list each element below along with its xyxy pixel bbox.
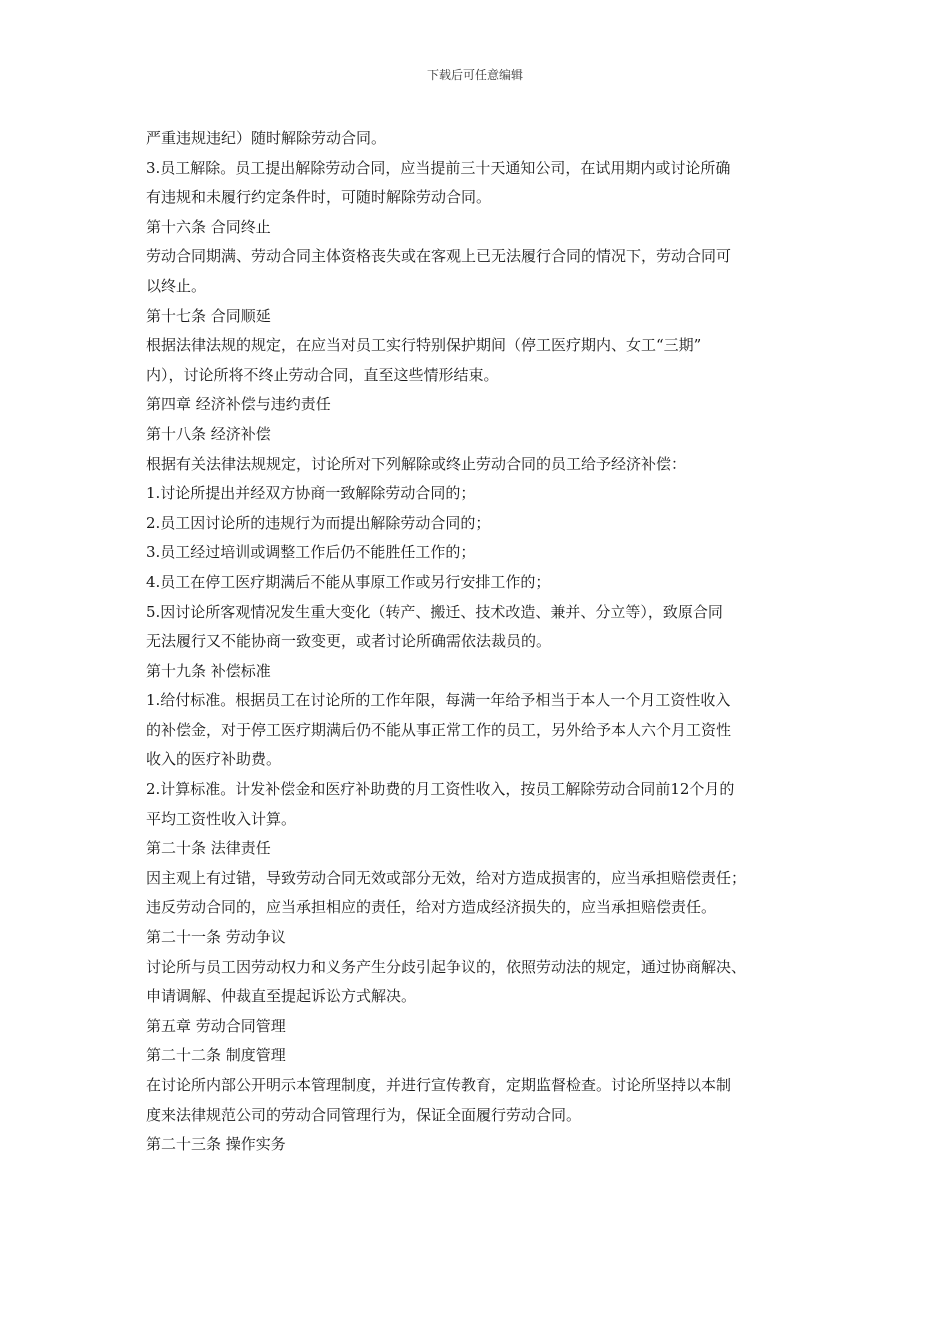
list-item: 3.员工经过培训或调整工作后仍不能胜任工作的； xyxy=(146,543,476,562)
text-line: 讨论所与员工因劳动权力和义务产生分歧引起争议的，依照劳动法的规定，通过协商解决、 xyxy=(146,957,747,976)
section-heading: 第十九条 补偿标准 xyxy=(146,661,271,680)
list-item: 5.因讨论所客观情况发生重大变化（转产、搬迁、技术改造、兼并、分立等），致原合同 xyxy=(146,602,723,621)
section-heading: 第十八条 经济补偿 xyxy=(146,424,271,443)
chapter-heading: 第四章 经济补偿与违约责任 xyxy=(146,395,331,414)
list-item: 1.给付标准。根据员工在讨论所的工作年限，每满一年给予相当于本人一个月工资性收入 xyxy=(146,691,731,710)
text-line: 因主观上有过错，导致劳动合同无效或部分无效，给对方造成损害的，应当承担赔偿责任； xyxy=(146,868,747,887)
text-line: 3.员工解除。员工提出解除劳动合同，应当提前三十天通知公司，在试用期内或讨论所确 xyxy=(146,158,731,177)
text-line: 违反劳动合同的，应当承担相应的责任，给对方造成经济损失的，应当承担赔偿责任。 xyxy=(146,898,717,917)
text-line: 根据有关法律法规规定，讨论所对下列解除或终止劳动合同的员工给予经济补偿： xyxy=(146,454,687,473)
section-heading: 第十六条 合同终止 xyxy=(146,217,271,236)
list-item: 1.讨论所提出并经双方协商一致解除劳动合同的； xyxy=(146,484,476,503)
chapter-heading: 第五章 劳动合同管理 xyxy=(146,1016,286,1035)
text-line: 申请调解、仲裁直至提起诉讼方式解决。 xyxy=(146,987,417,1006)
text-line: 内），讨论所将不终止劳动合同，直至这些情形结束。 xyxy=(146,365,499,384)
text-line: 平均工资性收入计算。 xyxy=(146,809,297,828)
section-heading: 第十七条 合同顺延 xyxy=(146,306,271,325)
list-item: 4.员工在停工医疗期满后不能从事原工作或另行安排工作的； xyxy=(146,572,551,591)
text-line: 严重违规违纪）随时解除劳动合同。 xyxy=(146,129,387,147)
text-line: 收入的医疗补助费。 xyxy=(146,750,282,769)
section-heading: 第二十一条 劳动争议 xyxy=(146,928,286,947)
text-line: 以终止。 xyxy=(146,276,207,295)
list-item: 2.员工因讨论所的违规行为而提出解除劳动合同的； xyxy=(146,513,491,532)
text-line: 有违规和未履行约定条件时，可随时解除劳动合同。 xyxy=(146,188,492,207)
text-line: 根据法律法规的规定，在应当对员工实行特别保护期间（停工医疗期内、女工“三期” xyxy=(146,336,702,355)
document-body xyxy=(146,124,818,1160)
text-line: 无法履行又不能协商一致变更，或者讨论所确需依法裁员的。 xyxy=(146,632,552,651)
section-heading: 第二十三条 操作实务 xyxy=(146,1135,286,1154)
page-header: 下载后可任意编辑 xyxy=(426,68,523,82)
text-line: 的补偿金，对于停工医疗期满后仍不能从事正常工作的员工，另外给予本人六个月工资性 xyxy=(146,720,732,739)
list-item: 2.计算标准。计发补偿金和医疗补助费的月工资性收入，按员工解除劳动合同前12个月的 xyxy=(146,780,735,799)
text-line: 度来法律规范公司的劳动合同管理行为，保证全面履行劳动合同。 xyxy=(146,1105,582,1124)
text-line: 在讨论所内部公开明示本管理制度，并进行宣传教育，定期监督检查。讨论所坚持以本制 xyxy=(146,1076,732,1094)
section-heading: 第二十条 法律责任 xyxy=(146,839,271,858)
text-line: 劳动合同期满、劳动合同主体资格丧失或在客观上已无法履行合同的情况下，劳动合同可 xyxy=(146,247,732,266)
section-heading: 第二十二条 制度管理 xyxy=(146,1046,286,1065)
